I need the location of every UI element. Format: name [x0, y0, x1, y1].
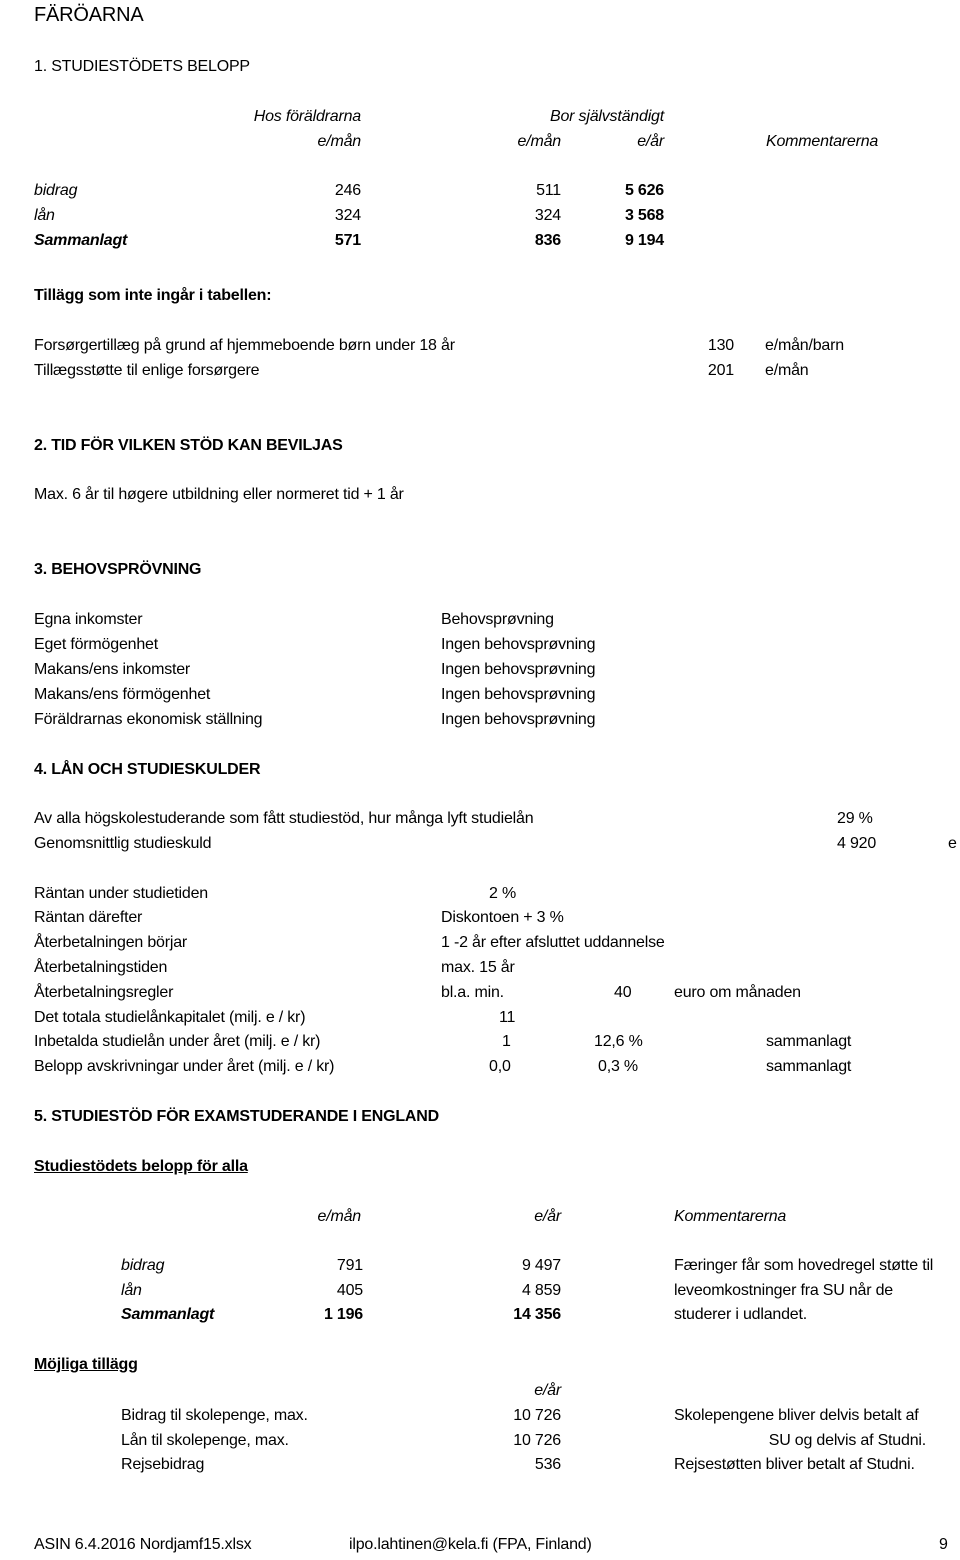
interest-during-label: Räntan under studietiden [34, 885, 208, 902]
extra-value: 201 [707, 362, 734, 379]
col-head-comment: Kommentarerna [766, 133, 879, 150]
s5-comment: Færinger får som hovedregel støtte til [674, 1257, 934, 1274]
possible-extra-comment: Skolepengene bliver delvis betalt af [674, 1407, 919, 1424]
needs-test-label: Makans/ens förmögenhet [34, 686, 211, 703]
s5-cell-month: 791 [336, 1257, 363, 1274]
extras-heading: Tillägg som inte ingår i tabellen: [34, 287, 272, 304]
section-5-subheading: Studiestödets belopp för alla [34, 1158, 248, 1175]
writeoff-label: Belopp avskrivningar under året (milj. e / kr) [34, 1058, 335, 1075]
repayment-time-label: Återbetalningstiden [34, 959, 168, 976]
footer-contact: ilpo.lahtinen@kela.fi (FPA, Finland) [349, 1536, 592, 1553]
paid-loans-tail: sammanlagt [766, 1033, 852, 1050]
section-2-text: Max. 6 år til høgere utbildning eller normeret tid + 1 år [34, 486, 404, 503]
row-label-total: Sammanlagt [34, 232, 128, 249]
cell-bor-month: 324 [534, 207, 561, 224]
writeoff-tail: sammanlagt [766, 1058, 852, 1075]
section-1-heading: 1. STUDIESTÖDETS BELOPP [34, 58, 250, 75]
interest-after-value: Diskontoen + 3 % [441, 909, 564, 926]
avg-debt-value: 4 920 [837, 835, 877, 852]
avg-debt-unit: e [948, 835, 957, 852]
possible-extras-unit: e/år [534, 1382, 561, 1399]
cell-bor-year-total: 9 194 [624, 232, 664, 249]
needs-test-value: Ingen behovsprøvning [441, 636, 596, 653]
writeoff-value: 0,0 [489, 1058, 511, 1075]
s5-comment: leveomkostninger fra SU når de [674, 1282, 894, 1299]
extra-label: Tillægsstøtte til enlige forsørgere [34, 362, 260, 379]
section-5-heading: 5. STUDIESTÖD FÖR EXAMSTUDERANDE I ENGLAND [34, 1108, 439, 1125]
cell-bor-year: 5 626 [624, 182, 664, 199]
loan-capital-value: 11 [499, 1009, 516, 1026]
needs-test-value: Ingen behovsprøvning [441, 711, 596, 728]
section-4-heading: 4. LÅN OCH STUDIESKULDER [34, 761, 261, 778]
possible-extra-label: Rejsebidrag [121, 1456, 205, 1473]
cell-hos: 246 [334, 182, 361, 199]
paid-loans-label: Inbetalda studielån under året (milj. e / kr) [34, 1033, 321, 1050]
row-label-lan: lån [34, 207, 55, 224]
s5-row-label-lan: lån [121, 1282, 142, 1299]
possible-extra-value: 536 [534, 1456, 561, 1473]
needs-test-value: Ingen behovsprøvning [441, 661, 596, 678]
repayment-start-value: 1 -2 år efter afsluttet uddannelse [441, 934, 665, 951]
repayment-rules-value: bl.a. min. [441, 984, 504, 1001]
cell-bor-month-total: 836 [534, 232, 561, 249]
possible-extras-heading: Möjliga tillägg [34, 1356, 138, 1373]
possible-extra-comment: SU og delvis af Studni. [768, 1432, 926, 1449]
loan-share-label: Av alla högskolestuderande som fått studiestöd, hur många lyft studielån [34, 810, 534, 827]
possible-extra-label: Lån til skolepenge, max. [121, 1432, 289, 1449]
cell-hos: 324 [334, 207, 361, 224]
interest-during-value: 2 % [489, 885, 516, 902]
footer-file: ASIN 6.4.2016 Nordjamf15.xlsx [34, 1536, 252, 1553]
cell-bor-year: 3 568 [624, 207, 664, 224]
extra-unit: e/mån [765, 362, 809, 379]
possible-extra-comment: Rejsestøtten bliver betalt af Studni. [674, 1456, 915, 1473]
extra-value: 130 [707, 337, 734, 354]
extra-label: Forsørgertillæg på grund af hjemmeboende børn under 18 år [34, 337, 455, 354]
col-head-hos: Hos föräldrarna [253, 108, 361, 125]
needs-test-value: Ingen behovsprøvning [441, 686, 596, 703]
needs-test-label: Egna inkomster [34, 611, 143, 628]
needs-test-value: Behovsprøvning [441, 611, 554, 628]
footer-page-number: 9 [939, 1536, 948, 1553]
s5-cell-year: 9 497 [521, 1257, 561, 1274]
repayment-start-label: Återbetalningen börjar [34, 934, 188, 951]
repayment-time-value: max. 15 år [441, 959, 515, 976]
s5-row-label-bidrag: bidrag [121, 1257, 165, 1274]
paid-loans-pct: 12,6 % [594, 1033, 643, 1050]
col-unit-bor-year: e/år [637, 133, 664, 150]
s5-cell-month-total: 1 196 [323, 1306, 363, 1323]
s5-cell-month: 405 [336, 1282, 363, 1299]
cell-hos-total: 571 [334, 232, 361, 249]
row-label-bidrag: bidrag [34, 182, 78, 199]
repayment-rules-amount: 40 [614, 984, 632, 1001]
loan-share-value: 29 % [837, 810, 873, 827]
section-2-heading: 2. TID FÖR VILKEN STÖD KAN BEVILJAS [34, 437, 343, 454]
s5-row-label-total: Sammanlagt [121, 1306, 215, 1323]
paid-loans-value: 1 [502, 1033, 511, 1050]
col-head-bor: Bor självständigt [550, 108, 664, 125]
needs-test-label: Eget förmögenhet [34, 636, 158, 653]
s5-cell-year-total: 14 356 [513, 1306, 561, 1323]
possible-extra-label: Bidrag til skolepenge, max. [121, 1407, 308, 1424]
s5-col-head-month: e/mån [317, 1208, 361, 1225]
s5-col-head-comment: Kommentarerna [674, 1208, 787, 1225]
s5-comment: studerer i udlandet. [674, 1306, 807, 1323]
possible-extra-value: 10 726 [513, 1407, 561, 1424]
section-3-heading: 3. BEHOVSPRÖVNING [34, 561, 202, 578]
needs-test-label: Makans/ens inkomster [34, 661, 191, 678]
repayment-rules-unit: euro om månaden [674, 984, 801, 1001]
extra-unit: e/mån/barn [765, 337, 844, 354]
possible-extra-value: 10 726 [513, 1432, 561, 1449]
page-title: FÄRÖARNA [34, 4, 144, 26]
loan-capital-label: Det totala studielånkapitalet (milj. e / kr) [34, 1009, 306, 1026]
col-unit-bor-month: e/mån [517, 133, 561, 150]
avg-debt-label: Genomsnittlig studieskuld [34, 835, 212, 852]
interest-after-label: Räntan därefter [34, 909, 143, 926]
col-unit-hos: e/mån [317, 133, 361, 150]
s5-cell-year: 4 859 [521, 1282, 561, 1299]
cell-bor-month: 511 [536, 182, 561, 199]
needs-test-label: Föräldrarnas ekonomisk ställning [34, 711, 263, 728]
repayment-rules-label: Återbetalningsregler [34, 984, 174, 1001]
s5-col-head-year: e/år [534, 1208, 561, 1225]
writeoff-pct: 0,3 % [598, 1058, 638, 1075]
